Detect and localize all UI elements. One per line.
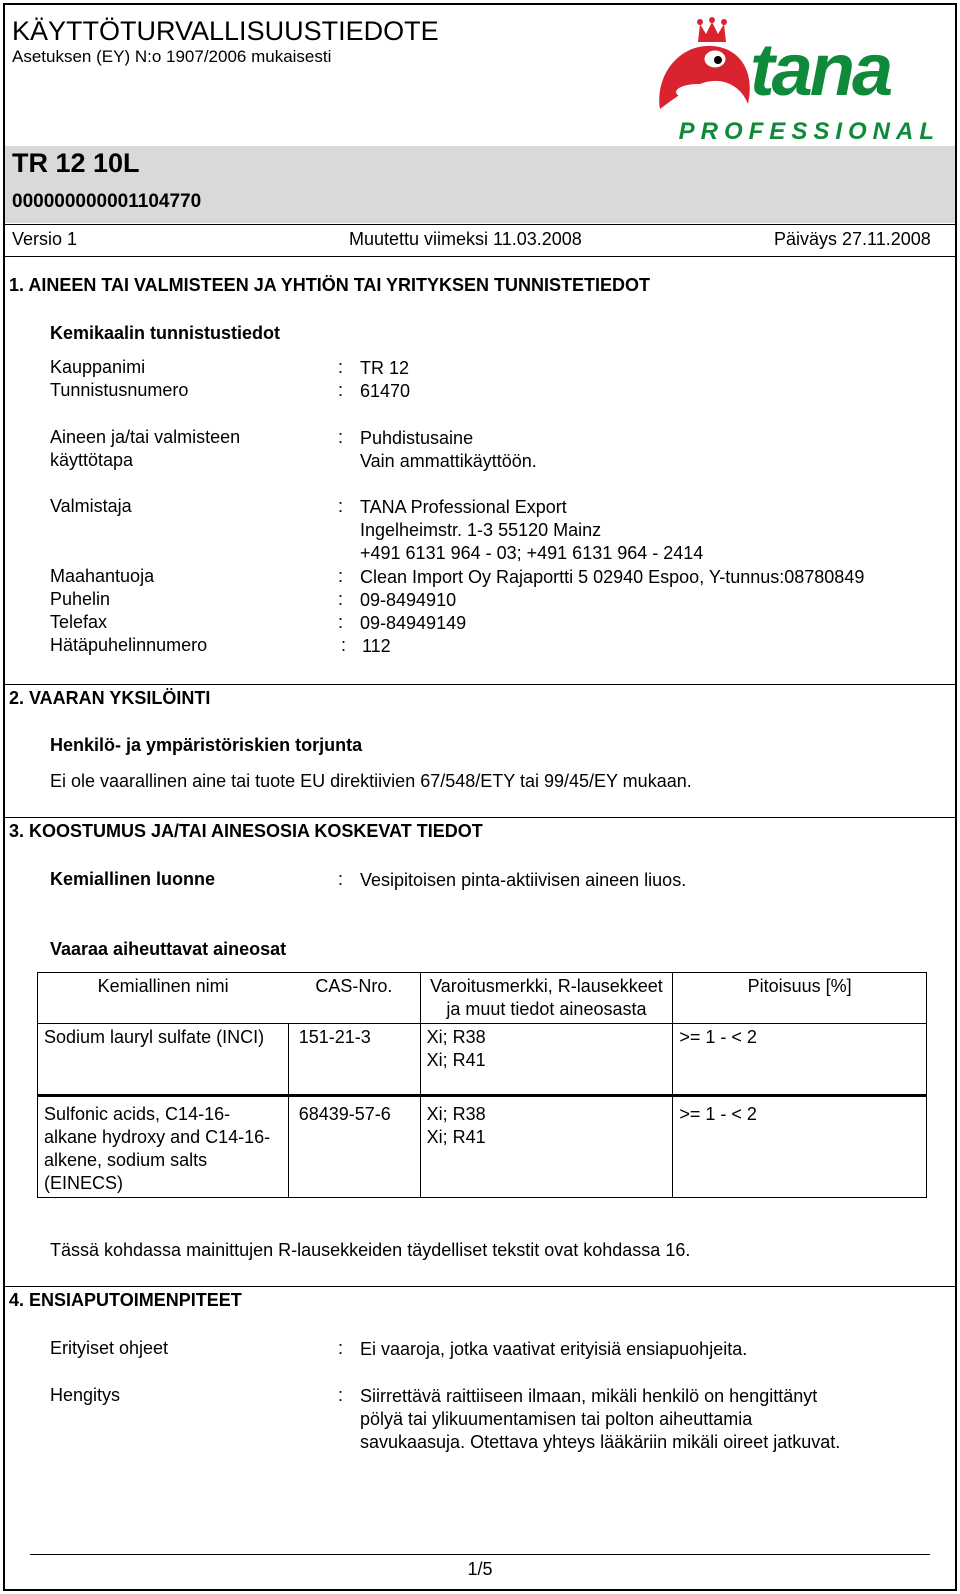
- section-3-heading: 3. KOOSTUMUS JA/TAI AINESOSIA KOSKEVAT TIEDOT: [9, 821, 483, 841]
- importer-value: Clean Import Oy Rajaportti 5 02940 Espoo, Y-tunnus:08780849: [360, 567, 865, 587]
- ingredient-concentration: >= 1 - < 2: [679, 1104, 757, 1124]
- document-subtitle: Asetuksen (EY) N:o 1907/2006 mukaisesti: [12, 47, 332, 66]
- ingredient-cas: 151-21-3: [298, 1027, 371, 1047]
- use-value-1: Puhdistusaine: [360, 428, 474, 448]
- section-4-heading: 4. ENSIAPUTOIMENPITEET: [9, 1290, 242, 1310]
- fax-value: 09-84949149: [360, 613, 467, 633]
- trade-name-label: Kauppanimi: [50, 357, 146, 377]
- ingredient-cas: 68439-57-6: [298, 1104, 391, 1124]
- divider: [3, 256, 957, 257]
- column-header-name: Kemiallinen nimi: [38, 973, 289, 1024]
- ingredient-concentration: >= 1 - < 2: [679, 1027, 757, 1047]
- table-header-row: [38, 973, 927, 1024]
- colon: :: [338, 380, 344, 400]
- id-label: Tunnistusnumero: [50, 380, 189, 400]
- special-instructions-label: Erityiset ohjeet: [50, 1338, 169, 1358]
- hazard-line: Xi; R41: [426, 1127, 486, 1147]
- tana-professional-logo: [650, 14, 950, 146]
- column-header-cas: CAS-Nro.: [315, 976, 393, 996]
- maker-phone: +491 6131 964 - 03; +491 6131 964 - 2414: [360, 543, 704, 563]
- divider: [3, 224, 957, 225]
- logo-subtitle: PROFESSIONAL: [678, 118, 940, 145]
- document-title: KÄYTTÖTURVALLISUUSTIEDOTE: [12, 16, 439, 46]
- maker-address: Ingelheimstr. 1-3 55120 Mainz: [360, 520, 602, 540]
- section-1-heading: 1. AINEEN TAI VALMISTEEN JA YHTIÖN TAI YRITYKSEN TUNNISTETIEDOT: [9, 275, 651, 295]
- colon: :: [341, 635, 347, 655]
- ingredient-name: Sodium lauryl sulfate (INCI): [38, 1024, 289, 1096]
- footer-divider: [30, 1554, 930, 1555]
- divider: [3, 817, 957, 818]
- colon: :: [338, 496, 344, 516]
- colon: :: [338, 566, 344, 586]
- page-number: 1/5: [467, 1559, 493, 1579]
- colon: :: [338, 1385, 344, 1405]
- hazard-line: Xi; R38: [426, 1027, 486, 1047]
- section-2-heading: 2. VAARAN YKSILÖINTI: [9, 688, 211, 708]
- inhalation-line-1: Siirrettävä raittiiseen ilmaan, mikäli henkilö on hengittänyt: [360, 1386, 818, 1406]
- logo-wordmark: tana: [750, 28, 891, 111]
- hazard-line: Xi; R38: [426, 1104, 486, 1124]
- fax-label: Telefax: [50, 612, 108, 632]
- divider: [3, 1286, 957, 1287]
- emergency-value: 112: [362, 636, 391, 656]
- colon: :: [338, 427, 344, 447]
- id-value: 61470: [360, 381, 411, 401]
- colon: :: [338, 357, 344, 377]
- modified-date: Muutettu viimeksi 11.03.2008: [349, 229, 582, 249]
- phone-label: Puhelin: [50, 589, 111, 609]
- colon: :: [338, 612, 344, 632]
- issue-date: Päiväys 27.11.2008: [774, 229, 931, 249]
- section-1-subheading: Kemikaalin tunnistustiedot: [50, 323, 281, 343]
- r-phrase-note: Tässä kohdassa mainittujen R-lausekkeiden täydelliset tekstit ovat kohdassa 16.: [50, 1240, 691, 1260]
- colon: :: [338, 869, 344, 889]
- column-header-hazard: Varoitusmerkki, R-lausekkeet ja muut tiedot aineosasta: [420, 973, 673, 1024]
- maker-name: TANA Professional Export: [360, 497, 567, 517]
- divider: [3, 684, 957, 685]
- special-instructions-value: Ei vaaroja, jotka vaativat erityisiä ensiapuohjeita.: [360, 1339, 748, 1359]
- section-2-subheading: Henkilö- ja ympäristöriskien torjunta: [50, 735, 363, 755]
- ingredient-hazard: [420, 1024, 673, 1096]
- inhalation-line-3: savukaasuja. Otettava yhteys lääkäriin mikäli oireet jatkuvat.: [360, 1432, 841, 1452]
- product-name: TR 12 10L: [12, 148, 140, 178]
- maker-label: Valmistaja: [50, 496, 132, 516]
- trade-name-value: TR 12: [360, 358, 410, 378]
- ingredient-hazard: [420, 1096, 673, 1198]
- colon: :: [338, 589, 344, 609]
- emergency-label: Hätäpuhelinnumero: [50, 635, 208, 655]
- version: Versio 1: [12, 229, 78, 249]
- hazardous-ingredients-heading: Vaaraa aiheuttavat aineosat: [50, 939, 287, 959]
- inhalation-label: Hengitys: [50, 1385, 121, 1405]
- chemical-nature-value: Vesipitoisen pinta-aktiivisen aineen liuos.: [360, 870, 687, 890]
- chemical-nature-label: Kemiallinen luonne: [50, 869, 216, 889]
- inhalation-line-2: pölyä tai ylikuumentamisen tai polton aiheuttamia: [360, 1409, 753, 1429]
- use-label-2: käyttötapa: [50, 450, 134, 470]
- importer-label: Maahantuoja: [50, 566, 155, 586]
- table-row: [38, 1024, 927, 1096]
- ingredients-table: [37, 972, 927, 1198]
- section-2-text: Ei ole vaarallinen aine tai tuote EU direktiivien 67/548/ETY tai 99/45/EY mukaan.: [50, 771, 692, 791]
- product-code: 000000000001104770: [12, 191, 202, 212]
- phone-value: 09-8494910: [360, 590, 457, 610]
- column-header-concentration: Pitoisuus [%]: [673, 973, 927, 1024]
- use-label-1: Aineen ja/tai valmisteen: [50, 427, 241, 447]
- ingredient-name: Sulfonic acids, C14-16-alkane hydroxy and C14-16-alkene, sodium salts (EINECS): [38, 1096, 289, 1198]
- table-row: [38, 1096, 927, 1198]
- use-value-2: Vain ammattikäyttöön.: [360, 451, 537, 471]
- hazard-line: Xi; R41: [426, 1050, 486, 1070]
- colon: :: [338, 1338, 344, 1358]
